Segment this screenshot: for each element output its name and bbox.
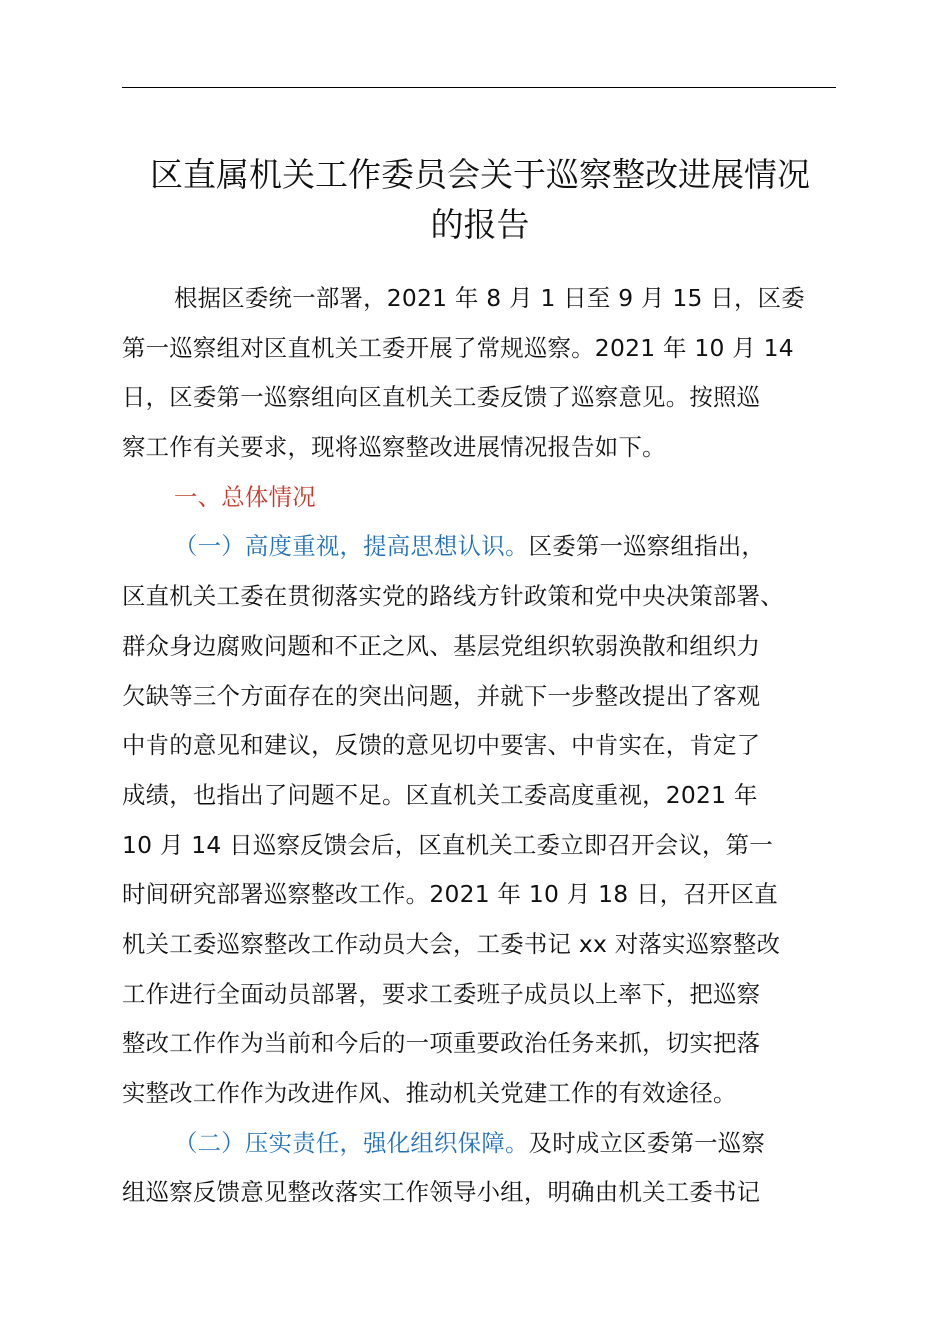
paragraph-line: 成绩，也指出了问题不足。区直机关工委高度重视，2021 年 [122,780,758,809]
subsection-1-first-line [122,522,838,572]
paragraph-line: 群众身边腐败问题和不正之风、基层党组织软弱涣散和组织力 [122,631,761,660]
intro-line: 根据区委统一部署，2021 年 8 月 1 日至 9 月 15 日，区委 [174,284,805,312]
subsection-2-first-line [122,1119,838,1169]
paragraph-line: 欠缺等三个方面存在的突出问题，并就下一步整改提出了客观 [122,681,761,710]
header-rule [122,87,836,88]
paragraph-line: 时间研究部署巡察整改工作。2021 年 10 月 18 日，召开区直 [122,880,778,909]
paragraph-line: 10 月 14 日巡察反馈会后，区直机关工委立即召开会议，第一 [122,830,773,859]
paragraph-line: 工作进行全面动员部署，要求工委班子成员以上率下，把巡察 [122,979,761,1008]
intro-line: 日，区委第一巡察组向区直机关工委反馈了巡察意见。按照巡 [122,383,761,412]
paragraph-line: 整改工作作为当前和今后的一项重要政治任务来抓，切实把落 [122,1029,761,1058]
subsection-1-heading: （一）高度重视，提高思想认识。 [174,532,529,561]
paragraph-line: 实整改工作作为改进作风、推动机关党建工作的有效途径。 [122,1079,737,1107]
subsection-2-lead: 及时成立区委第一巡察 [528,1128,766,1157]
paragraph-line: 中肯的意见和建议，反馈的意见切中要害、中肯实在，肯定了 [122,731,761,760]
subsection-1-lead: 区委第一巡察组指出， [528,532,766,561]
document-title [100,150,860,250]
paragraph-line: 区直机关工委在贯彻落实党的路线方针政策和党中央决策部署、 [122,582,784,611]
section-heading-overview: 一、总体情况 [174,482,316,511]
document-body [122,274,838,1218]
paragraph-line: 机关工委巡察整改工作动员大会，工委书记 xx 对落实巡察整改 [122,929,781,958]
title-line-1: 区直属机关工作委员会关于巡察整改进展情况 [150,155,810,194]
paragraph-line: 组巡察反馈意见整改落实工作领导小组，明确由机关工委书记 [122,1178,761,1207]
title-line-2: 的报告 [430,205,530,244]
subsection-2-heading: （二）压实责任，强化组织保障。 [174,1128,529,1157]
intro-line: 第一巡察组对区直机关工委开展了常规巡察。2021 年 10 月 14 [122,333,794,362]
intro-line: 察工作有关要求，现将巡察整改进展情况报告如下。 [122,433,666,462]
